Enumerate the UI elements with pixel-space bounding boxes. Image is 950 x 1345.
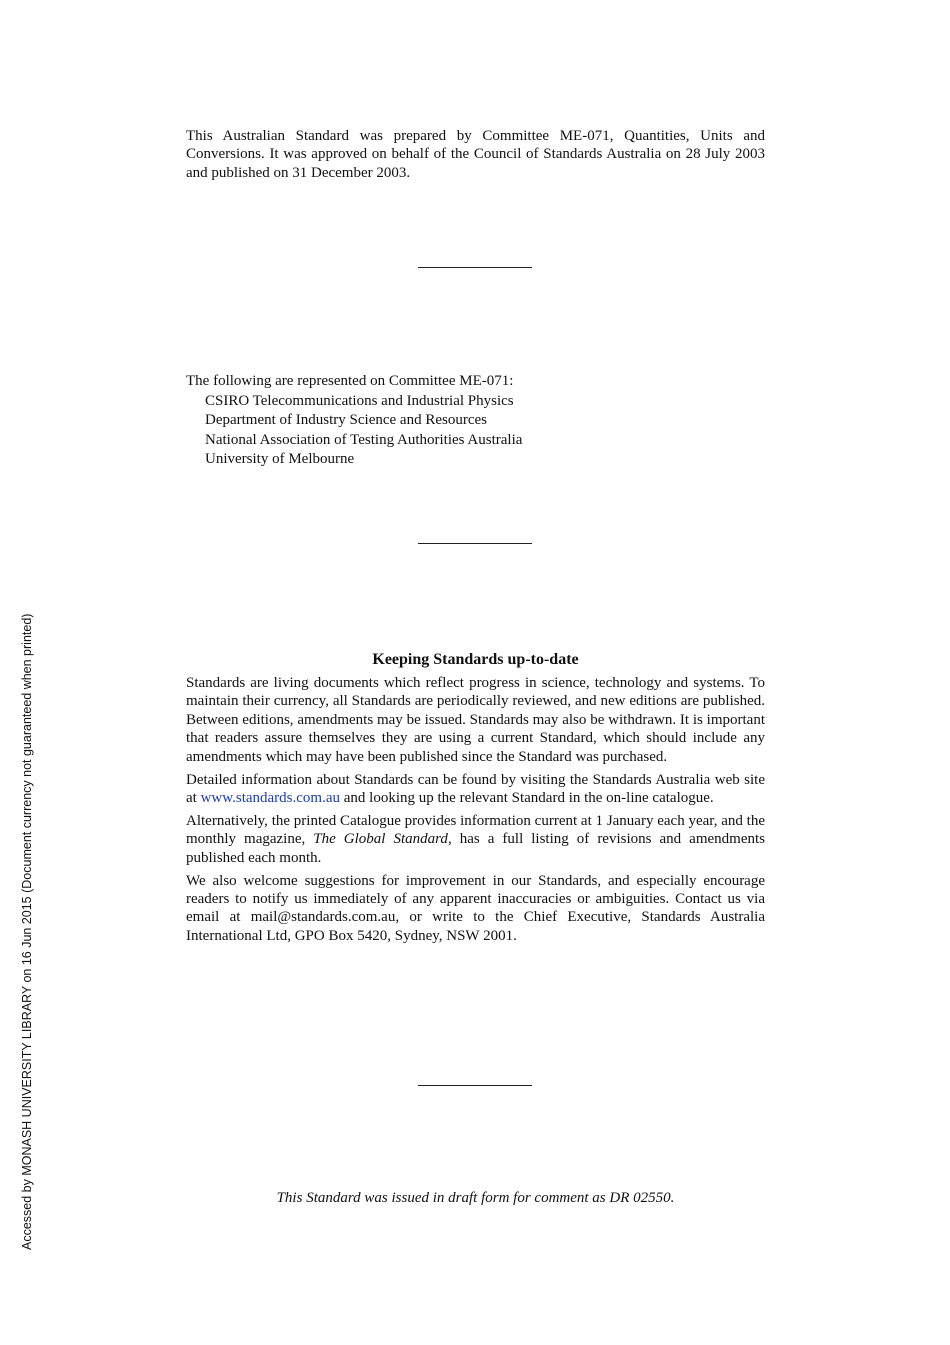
committee-representation (186, 372, 765, 470)
magazine-title: The Global Standard (313, 831, 448, 848)
draft-note: This Standard was issued in draft form for comment as DR 02550. (276, 1190, 675, 1206)
committee-intro: The following are represented on Committee ME-071: (186, 373, 514, 389)
paragraph-living-documents: Standards are living documents which reflect progress in science, technology and systems. To maintain their currency, all Standards are periodically reviewed, and new editions are published. Between editions, amendments may be issued. Standards may also be withdrawn. It is important that readers assure themselves they are using a current Standard, which should include any amendments which may have been published since the Standard was purchased. (186, 675, 765, 765)
committee-member: CSIRO Telecommunications and Industrial Physics (205, 392, 514, 409)
paragraph-text: , has a full listing of revisions and amendments published each month. (186, 831, 765, 866)
divider-rule (418, 267, 532, 268)
paragraph-text: Alternatively, the printed Catalogue provides information current at 1 January each year, and the monthly magazine, (186, 812, 765, 848)
approval-statement: This Australian Standard was prepared by Committee ME-071, Quantities, Units and Conversions. It was approved on behalf of the Council of Standards Australia on 28 July 2003 and published on 31 December 2003. (186, 128, 765, 181)
access-stamp: Accessed by MONASH UNIVERSITY LIBRARY on 16 Jun 2015 (Document currency not guaranteed when printed) (20, 613, 34, 1250)
paragraph-text: and looking up the relevant Standard in the on-line catalogue. (340, 789, 714, 806)
standards-website-link[interactable]: www.standards.com.au (200, 789, 340, 806)
paragraph-text: Detailed information about Standards can be found by visiting the Standards Australia web site at (186, 771, 765, 806)
committee-member: Department of Industry Science and Resources (205, 412, 487, 428)
paragraph-catalogue (186, 812, 765, 867)
paragraph-web-site (186, 771, 765, 808)
divider-rule (418, 1085, 532, 1086)
paragraph-suggestions: We also welcome suggestions for improvement in our Standards, and especially encourage readers to notify us immediately of any apparent inaccuracies or ambiguities. Contact us via email at mail@standards.com.au, or write to the Chief Executive, Standards Australia International Ltd, GPO Box 5420, Sydney, NSW 2001. (186, 872, 765, 944)
section-heading: Keeping Standards up-to-date (372, 651, 579, 668)
committee-member: University of Melbourne (205, 451, 355, 467)
divider-rule (418, 543, 532, 544)
committee-member: National Association of Testing Authorities Australia (205, 431, 523, 448)
keeping-standards-section (186, 650, 765, 950)
